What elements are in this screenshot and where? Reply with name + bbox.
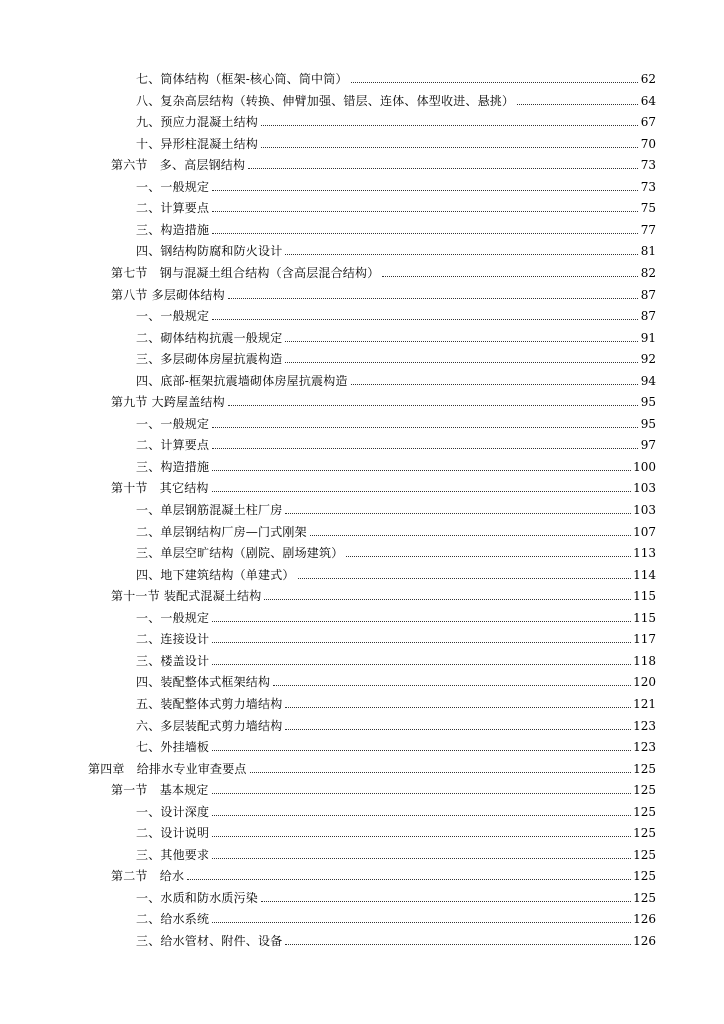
toc-entry-page-number: 73 [640,158,656,173]
dot-leader [351,384,638,385]
toc-entry[interactable] [136,238,656,258]
toc-entry[interactable] [136,217,656,237]
toc-entry[interactable] [136,605,656,625]
dot-leader [285,707,631,708]
toc-entry-title: 六、多层装配式剪力墙结构 [136,718,283,733]
toc-entry-title: 三、其他要求 [136,847,210,862]
toc-entry-page-number: 95 [640,416,656,431]
toc-entry-page-number: 87 [640,309,656,324]
toc-entry-title: 三、构造措施 [136,222,210,237]
toc-entry-title: 九、预应力混凝土结构 [136,115,259,130]
dot-leader [212,233,638,234]
toc-entry-page-number: 123 [633,718,656,733]
toc-entry-title: 七、外挂墙板 [136,740,210,755]
toc-entry[interactable] [136,734,656,754]
toc-entry-title: 七、筒体结构（框架-核心筒、筒中筒） [136,72,348,86]
toc-entry[interactable] [111,777,656,797]
toc-entry[interactable] [136,368,656,388]
toc-entry-title: 八、复杂高层结构（转换、伸臂加强、错层、连体、体型收进、悬挑） [136,93,515,108]
toc-entry-page-number: 67 [640,115,656,130]
dot-leader [212,319,638,320]
toc-entry-title: 四、地下建筑结构（单建式） [136,567,295,582]
toc-entry-page-number: 115 [633,610,656,625]
toc-entry-page-number: 62 [640,72,656,86]
dot-leader [212,858,631,859]
dot-leader [285,513,631,514]
toc-entry-page-number: 123 [633,740,656,755]
toc-entry[interactable] [111,863,656,883]
toc-entry-title: 二、连接设计 [136,632,210,647]
toc-entry-page-number: 75 [640,201,656,216]
toc-entry-title: 十、异形柱混凝土结构 [136,136,259,151]
toc-entry[interactable] [136,626,656,646]
dot-leader [285,729,631,730]
toc-entry-page-number: 125 [633,826,656,841]
toc-entry-title: 一、一般规定 [136,610,210,625]
toc-entry-page-number: 94 [640,373,656,388]
toc-entry-page-number: 113 [633,546,656,561]
dot-leader [212,211,638,212]
toc-entry[interactable] [136,454,656,474]
toc-entry[interactable] [136,325,656,345]
dot-leader [212,427,638,428]
toc-entry-title: 第九节 大跨屋盖结构 [111,395,225,410]
toc-entry[interactable] [111,583,656,603]
toc-entry-page-number: 121 [633,696,656,711]
toc-entry-page-number: 125 [633,804,656,819]
dot-leader [212,642,631,643]
dot-leader [212,815,631,816]
toc-entry[interactable] [111,475,656,495]
toc-entry-page-number: 87 [640,287,656,302]
toc-entry[interactable] [136,195,656,215]
toc-entry[interactable] [136,411,656,431]
dot-leader [212,621,631,622]
toc-entry[interactable] [136,497,656,517]
toc-entry-page-number: 126 [633,934,656,948]
toc-entry-title: 四、钢结构防腐和防火设计 [136,244,283,259]
toc-entry[interactable] [111,389,656,409]
dot-leader [285,254,638,255]
toc-entry[interactable] [136,303,656,323]
dot-leader [346,556,631,557]
toc-entry-page-number: 77 [640,222,656,237]
toc-entry-page-number: 117 [633,632,656,647]
toc-entry[interactable] [136,842,656,862]
toc-entry-title: 四、底部-框架抗震墙砌体房屋抗震构造 [136,373,348,388]
toc-entry[interactable] [136,519,656,539]
dot-leader [261,901,631,902]
toc-entry-title: 一、单层钢筋混凝土柱厂房 [136,503,283,517]
toc-entry-page-number: 92 [640,352,656,367]
toc-entry[interactable] [88,756,656,776]
toc-entry-page-number: 120 [633,675,656,690]
toc-entry[interactable] [136,174,656,194]
toc-entry-title: 一、设计深度 [136,804,210,819]
toc-entry-title: 二、计算要点 [136,438,210,453]
toc-entry[interactable] [136,648,656,668]
toc-entry-page-number: 103 [633,503,656,517]
toc-entry[interactable] [111,260,656,280]
dot-leader [228,298,638,299]
toc-entry-page-number: 97 [640,438,656,453]
toc-entry-title: 二、计算要点 [136,201,210,216]
dot-leader [248,168,638,169]
toc-entry-page-number: 125 [633,847,656,862]
toc-entry-page-number: 91 [640,330,656,345]
toc-entry-title: 三、单层空旷结构（剧院、剧场建筑） [136,546,344,561]
toc-entry-title: 五、装配整体式剪力墙结构 [136,696,283,711]
dot-leader [212,922,631,923]
toc-entry-page-number: 125 [633,869,656,884]
toc-entry-page-number: 64 [640,93,656,108]
dot-leader [212,664,631,665]
toc-entry[interactable] [136,691,656,711]
toc-entry-title: 第一节 基本规定 [111,783,209,798]
toc-entry[interactable] [136,432,656,452]
toc-entry-title: 二、单层钢结构厂房—门式刚架 [136,524,307,539]
toc-entry-page-number: 107 [633,524,656,539]
dot-leader [212,750,631,751]
dot-leader [264,599,631,600]
toc-entry-title: 二、砌体结构抗震一般规定 [136,330,283,345]
toc-entry-page-number: 103 [633,481,656,496]
toc-entry-page-number: 95 [640,395,656,410]
toc-entry[interactable] [136,346,656,366]
toc-entry-page-number: 81 [640,244,656,259]
toc-entry-page-number: 126 [633,912,656,927]
toc-entry-page-number: 118 [633,653,656,668]
toc-entry-title: 三、楼盖设计 [136,653,210,668]
toc-entry[interactable] [136,540,656,560]
dot-leader [261,147,638,148]
dot-leader [212,836,631,837]
dot-leader [187,879,631,880]
toc-entry[interactable] [111,152,656,172]
toc-entry-title: 三、给水管材、附件、设备 [136,934,283,948]
toc-entry-title: 三、构造措施 [136,459,210,474]
toc-entry[interactable] [136,109,656,129]
toc-entry-page-number: 115 [633,589,656,604]
dot-leader [212,190,638,191]
toc-entry-title: 第七节 钢与混凝土组合结构（含高层混合结构） [111,265,380,280]
dot-leader [212,470,631,471]
toc-entry-title: 四、装配整体式框架结构 [136,675,271,690]
toc-entry[interactable] [136,66,656,86]
toc-entry-title: 第四章 给排水专业审查要点 [88,761,247,776]
toc-entry-title: 三、多层砌体房屋抗震构造 [136,352,283,367]
toc-entry-title: 第八节 多层砌体结构 [111,287,225,302]
toc-entry-page-number: 70 [640,136,656,151]
toc-entry-page-number: 73 [640,179,656,194]
toc-entry-title: 一、一般规定 [136,179,210,194]
toc-entry[interactable] [136,799,656,819]
dot-leader [351,82,638,83]
toc-entry-page-number: 125 [633,761,656,776]
dot-leader [212,793,631,794]
toc-entry[interactable] [136,928,656,948]
dot-leader [228,405,638,406]
toc-entry[interactable] [136,669,656,689]
toc-entry[interactable] [111,282,656,302]
dot-leader [310,535,631,536]
toc-entry-title: 二、设计说明 [136,826,210,841]
toc-entry[interactable] [136,88,656,108]
dot-leader [285,341,638,342]
toc-entry[interactable] [136,131,656,151]
dot-leader [212,491,631,492]
toc-entry[interactable] [136,906,656,926]
toc-entry-title: 第六节 多、高层钢结构 [111,158,246,173]
dot-leader [285,362,638,363]
dot-leader [273,685,631,686]
toc-entry-page-number: 125 [633,783,656,798]
toc-entry[interactable] [136,885,656,905]
toc-entry-title: 第二节 给水 [111,869,185,884]
dot-leader [250,772,631,773]
toc-entry[interactable] [136,820,656,840]
toc-entry-page-number: 114 [633,567,656,582]
toc-entry[interactable] [136,713,656,733]
dot-leader [382,276,638,277]
toc-entry[interactable] [136,562,656,582]
toc-entry-page-number: 100 [633,459,656,474]
dot-leader [285,944,631,945]
dot-leader [212,448,638,449]
dot-leader [261,125,638,126]
toc-entry-title: 一、一般规定 [136,309,210,324]
toc-entry-title: 二、给水系统 [136,912,210,927]
toc-entry-page-number: 82 [640,265,656,280]
toc-entry-page-number: 125 [633,890,656,905]
toc-entry-title: 第十一节 装配式混凝土结构 [111,589,262,604]
toc-entry-title: 第十节 其它结构 [111,481,209,496]
dot-leader [517,104,638,105]
toc-entry-title: 一、一般规定 [136,416,210,431]
toc-entry-title: 一、水质和防水质污染 [136,890,259,905]
dot-leader [298,578,631,579]
